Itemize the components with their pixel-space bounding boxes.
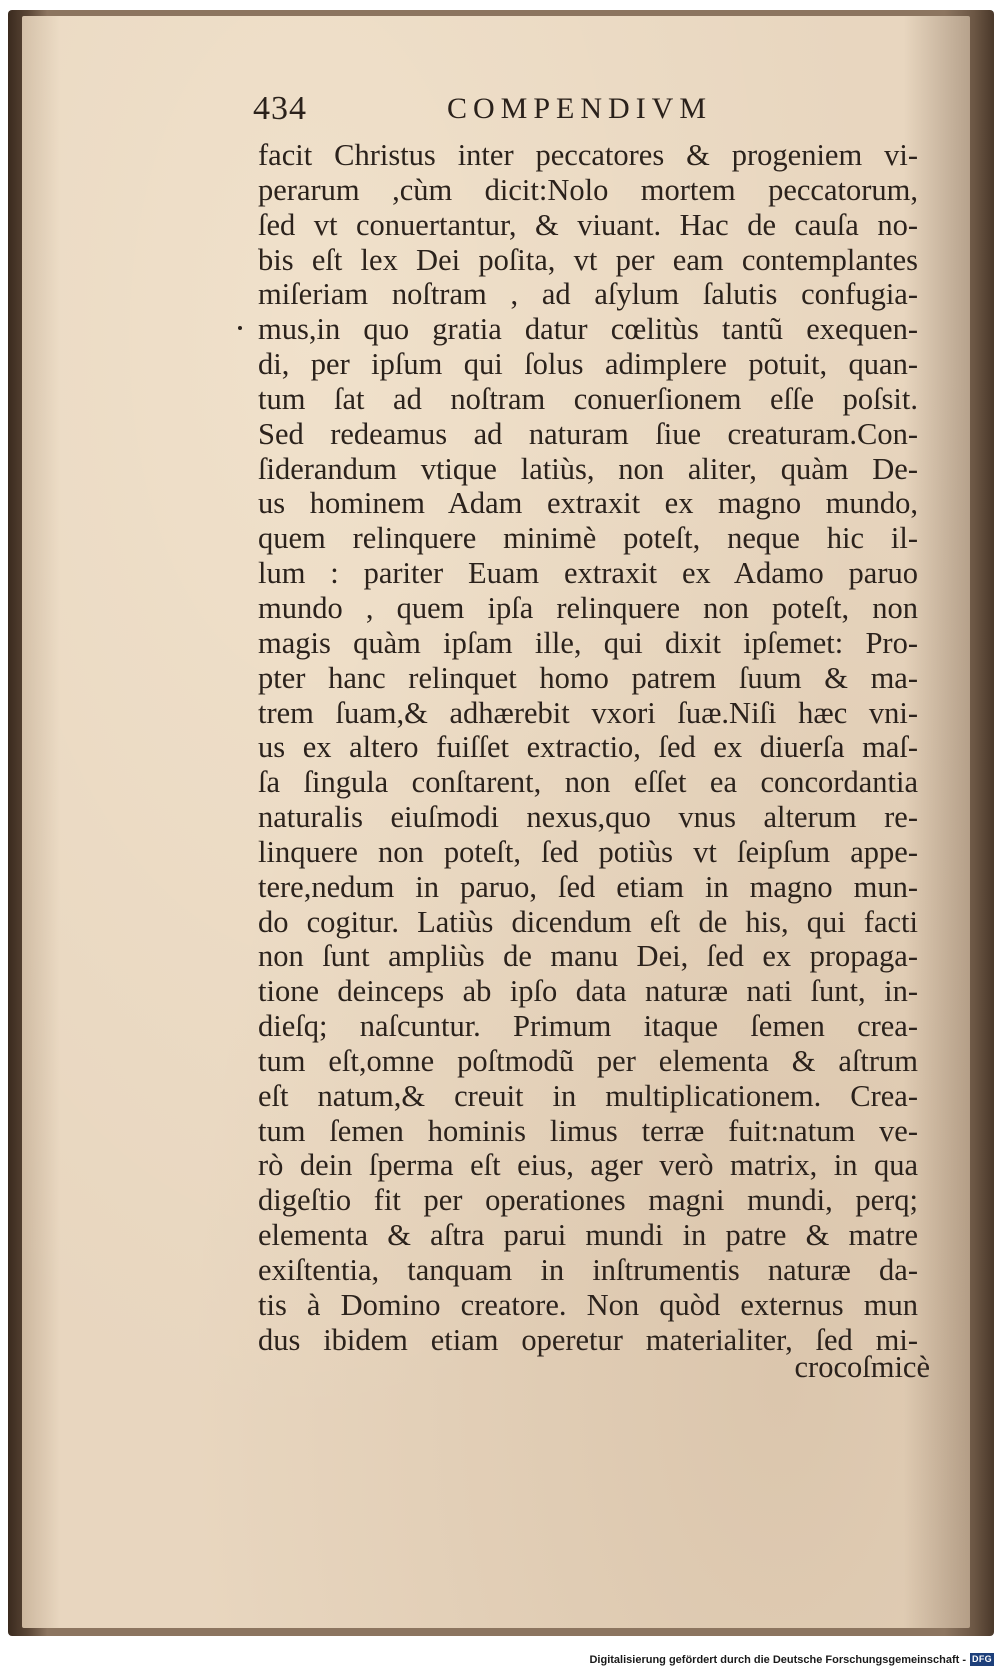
text-line: tum ſemen hominis limus terræ fuit:natum ve- xyxy=(258,1113,918,1148)
text-line: linquere non poteſt, ſed potiùs vt ſeipſum appe- xyxy=(258,834,918,869)
text-line: Sed redeamus ad naturam ſiue creaturam.Con- xyxy=(258,416,918,451)
text-line: tis à Domino creatore. Non quòd externus mun xyxy=(258,1287,918,1322)
text-line: do cogitur. Latiùs dicendum eſt de his, qui facti xyxy=(258,904,918,939)
text-line: pter hanc relinquet homo patrem ſuum & ma- xyxy=(258,660,918,695)
text-line: eſt natum,& creuit in multiplicationem. Crea- xyxy=(258,1078,918,1113)
page-number: 434 xyxy=(253,90,307,127)
text-line: lum : pariter Euam extraxit ex Adamo paruo xyxy=(258,556,918,591)
text-line: us ex altero fuiſſet extractio, ſed ex diuerſa maſ- xyxy=(258,730,918,765)
text-line: miſeriam noſtram , ad aſylum ſalutis confugia- xyxy=(258,277,918,312)
dfg-logo: DFG xyxy=(970,1653,994,1666)
text-line: exiſtentia, tanquam in inſtrumentis naturæ da- xyxy=(258,1253,918,1287)
text-line: non ſunt ampliùs de manu Dei, ſed ex propaga- xyxy=(258,939,918,974)
text-line: mus,in quo gratia datur cœlitùs tantũ exequen- xyxy=(258,312,918,347)
text-line: tum eſt,omne poſtmodũ per elementa & aſtrum xyxy=(258,1043,918,1078)
text-line: perarum ,cùm dicit:Nolo mortem peccatorum, xyxy=(258,172,918,207)
text-line: ſed vt conuertantur, & viuant. Hac de cauſa no- xyxy=(258,207,918,242)
text-line: tum ſat ad noſtram conuerſionem eſſe poſsit. xyxy=(258,381,918,416)
text-line: dus ibidem etiam operetur materialiter, ſed mi- xyxy=(258,1322,918,1357)
text-line: tere,nedum in paruo, ſed etiam in magno mun- xyxy=(258,869,918,904)
text-line: ſa ſingula conſtarent, non eſſet ea concordantia xyxy=(258,765,918,800)
text-line: quem relinquere minimè poteſt, neque hic il- xyxy=(258,521,918,556)
running-head: COMPENDIVM xyxy=(447,92,713,125)
text-line: mundo , quem ipſa relinquere non poteſt, non xyxy=(258,590,918,625)
text-line: naturalis eiuſmodi nexus,quo vnus alterum re- xyxy=(258,800,918,835)
text-line: magis quàm ipſam ille, qui dixit ipſemet: Pro- xyxy=(258,625,918,660)
text-line: trem ſuam,& adhærebit vxori ſuæ.Niſi hæc vni- xyxy=(258,695,918,730)
page-header xyxy=(253,90,813,130)
catchword: crocoſmicè xyxy=(794,1350,930,1384)
body-text xyxy=(258,138,918,1358)
text-line: rò dein ſperma eſt eius, ager verò matrix, in qua xyxy=(258,1148,918,1183)
text-line: us hominem Adam extraxit ex magno mundo, xyxy=(258,486,918,521)
text-line: elementa & aſtra parui mundi in patre & matre xyxy=(258,1218,918,1253)
text-line: bis eſt lex Dei poſita, vt per eam contemplantes xyxy=(258,242,918,277)
funding-credit: Digitalisierung gefördert durch die Deutsche Forschungsgemeinschaft - xyxy=(589,1654,966,1666)
text-line: digeſtio fit per operationes magni mundi, perq; xyxy=(258,1183,918,1218)
text-line: tione deinceps ab ipſo data naturæ nati ſunt, in- xyxy=(258,974,918,1009)
text-line: ſiderandum vtique latiùs, non aliter, quàm De- xyxy=(258,451,918,486)
text-line: dieſq; naſcuntur. Primum itaque ſemen crea- xyxy=(258,1009,918,1044)
margin-mark xyxy=(238,326,242,330)
text-line: di, per ipſum qui ſolus adimplere potuit, quan- xyxy=(258,347,918,382)
text-line: facit Christus inter peccatores & progeniem vi- xyxy=(258,138,918,172)
